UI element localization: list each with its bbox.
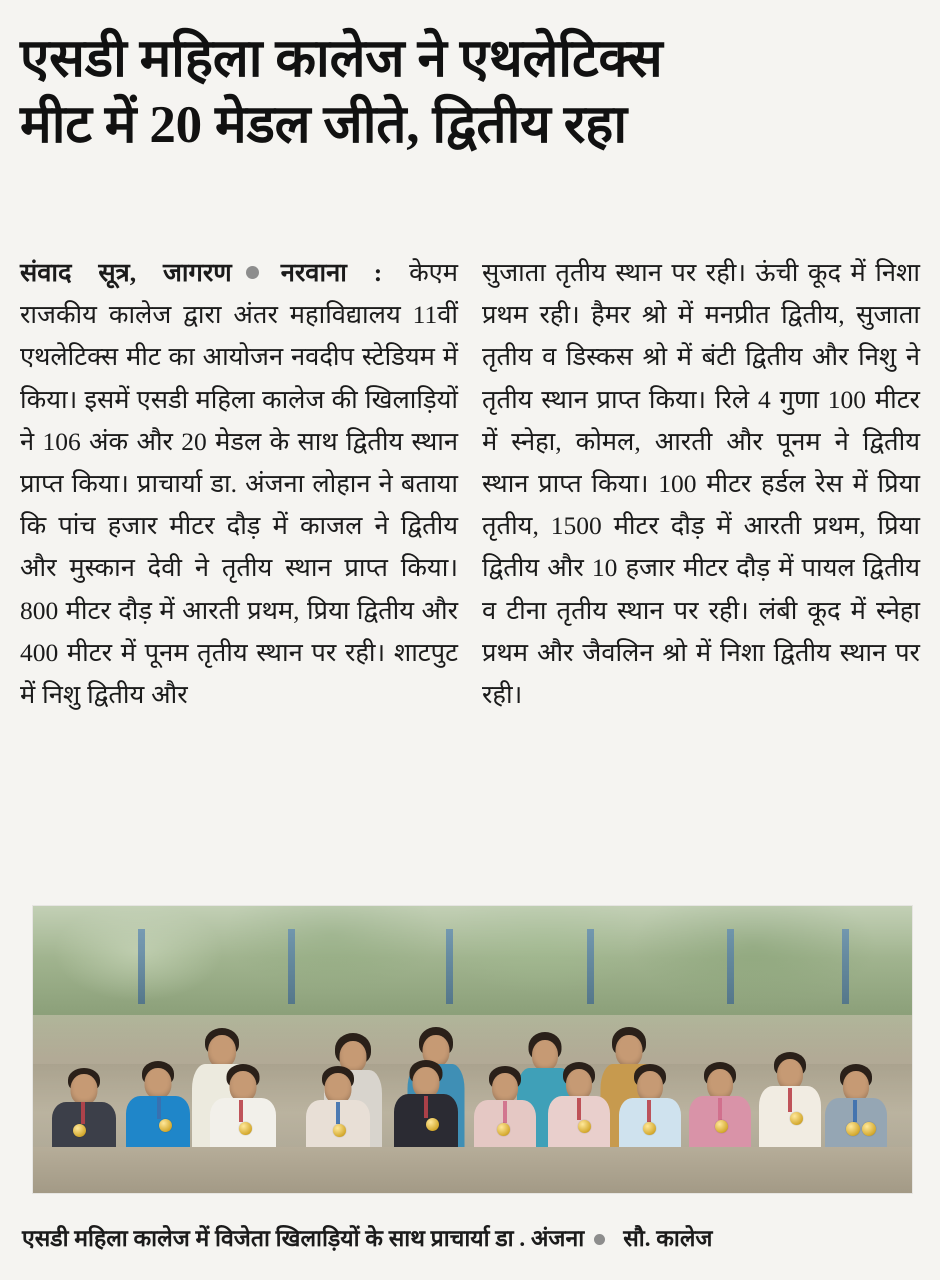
article-text-left: केएम राजकीय कालेज द्वारा अंतर महाविद्यालय 11वीं एथलेटिक्स मीट का आयोजन नवदीप स्टेडियम में किया। इसमें एसडी महिला कालेज की खिलाड़ियों ने 106 अंक और 20 मेडल के साथ द्वितीय स्थान प्राप्त किया। प्राचार्या डा. अंजना लोहान ने बताया कि पांच हजार मीटर दौड़ में काजल ने द्वितीय और मुस्कान देवी ने तृतीय स्थान प्राप्त किया। 800 मीटर दौड़ में आरती प्रथम, प्रिया द्वितीय और 400 मीटर में पूनम तृतीय स्थान पर रही। शाटपुट में निशु द्वितीय और [20,258,458,710]
article-body [20,252,920,716]
photo-caption [22,1222,922,1256]
caption-credit: सौ. कालेज [623,1226,713,1251]
caption-text: एसडी महिला कालेज में विजेता खिलाड़ियों के साथ प्राचार्या डा . अंजना [22,1226,585,1251]
article-column-left [20,252,458,716]
photo-fence-post [446,929,453,1004]
photo-fence-post [138,929,145,1004]
dateline: नरवाना : [280,258,383,287]
article-photo [33,906,912,1193]
byline: संवाद सूत्र, जागरण [20,258,232,287]
article-paragraph-left [20,252,458,716]
photo-fence-post [587,929,594,1004]
article-paragraph-right [482,252,920,716]
headline [20,26,920,158]
headline-line-2: मीट में 20 मेडल जीते, द्वितीय रहा [20,96,627,154]
photo-foreground-ground [33,1147,912,1193]
bullet-separator-icon [246,266,259,279]
headline-line-1: एसडी महिला कालेज ने एथलेटिक्स [20,30,663,88]
photo-fence-post [727,929,734,1004]
article-text-right: सुजाता तृतीय स्थान पर रही। ऊंची कूद में निशा प्रथम रही। हैमर श्रो में मनप्रीत द्वितीय, सुजाता तृतीय व डिस्कस श्रो में बंटी द्वितीय और निशु ने तृतीय स्थान प्राप्त किया। रिले 4 गुणा 100 मीटर में स्नेहा, कोमल, आरती और पूनम ने द्वितीय स्थान प्राप्त किया। 100 मीटर हर्डल रेस में प्रिया तृतीय, 1500 मीटर दौड़ में आरती प्रथम, प्रिया द्वितीय और 10 हजार मीटर दौड़ में पायल द्वितीय व टीना तृतीय स्थान पर रही। लंबी कूद में स्नेहा प्रथम और जैवलिन श्रो में निशा द्वितीय स्थान पर रही। [482,258,920,710]
photo-fence-post [288,929,295,1004]
photo-scene [33,906,912,1193]
photo-fence-post [842,929,849,1004]
caption-bullet-separator-icon [594,1234,605,1245]
article-column-right [482,252,920,716]
